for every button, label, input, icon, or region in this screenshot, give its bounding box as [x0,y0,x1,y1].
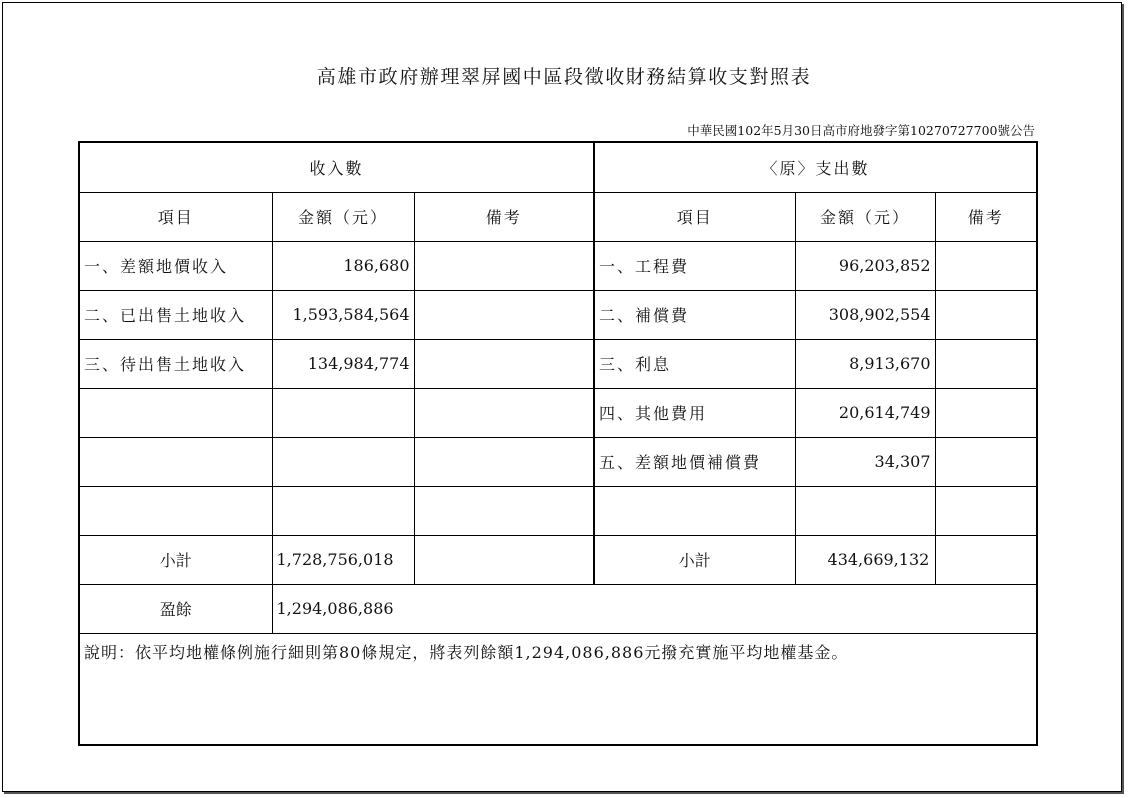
income-remark [414,437,594,486]
expense-amount: 96,203,852 [795,241,935,290]
expense-item: 一、工程費 [594,241,795,290]
expense-amount: 34,307 [795,437,935,486]
expense-remark [935,437,1036,486]
income-heading: 收入數 [80,143,594,192]
income-remark [414,290,594,339]
surplus-label: 盈餘 [80,584,272,633]
income-item: 二、已出售土地收入 [80,290,272,339]
expense-remark [935,290,1036,339]
expense-amount: 20,614,749 [795,388,935,437]
table-row [80,339,1036,388]
income-item [80,437,272,486]
expense-subtotal-remark [935,535,1036,584]
expense-remark [935,486,1036,535]
expense-remark [935,241,1036,290]
expense-amount: 8,913,670 [795,339,935,388]
income-amount: 186,680 [272,241,414,290]
table-row [80,437,1036,486]
expense-amount: 308,902,554 [795,290,935,339]
income-item [80,388,272,437]
income-subtotal-remark [414,535,594,584]
section-header-row [80,143,1036,192]
expense-subtotal-amount: 434,669,132 [795,535,935,584]
table-row [80,290,1036,339]
income-remark [414,241,594,290]
income-col-remark: 備考 [414,192,594,241]
table-row [80,486,1036,535]
income-col-item: 項目 [80,192,272,241]
expense-item: 四、其他費用 [594,388,795,437]
column-header-row [80,192,1036,241]
ledger-table-frame [78,141,1038,746]
income-subtotal-amount: 1,728,756,018 [272,535,414,584]
expense-col-item: 項目 [594,192,795,241]
expense-amount [795,486,935,535]
income-remark [414,388,594,437]
income-amount [272,486,414,535]
announcement-reference: 中華民國102年5月30日高市府地發字第10270727700號公告 [687,123,1035,138]
expense-remark [935,388,1036,437]
income-subtotal-label: 小計 [80,535,272,584]
expense-item: 五、差額地價補償費 [594,437,795,486]
note-row [80,633,1036,733]
income-col-amount: 金額（元） [272,192,414,241]
expense-subtotal-label: 小計 [594,535,795,584]
income-amount [272,437,414,486]
ledger-table [80,143,1036,733]
income-item: 一、差額地價收入 [80,241,272,290]
income-amount [272,388,414,437]
explanatory-note: 說明：依平均地權條例施行細則第80條規定，將表列餘額1,294,086,886元撥充實施平均地權基金。 [80,633,1036,733]
income-amount: 1,593,584,564 [272,290,414,339]
surplus-amount: 1,294,086,886 [272,584,1036,633]
subtotal-row [80,535,1036,584]
income-amount: 134,984,774 [272,339,414,388]
expense-item: 三、利息 [594,339,795,388]
expense-col-remark: 備考 [935,192,1036,241]
income-item: 三、待出售土地收入 [80,339,272,388]
surplus-row [80,584,1036,633]
expense-col-amount: 金額（元） [795,192,935,241]
income-item [80,486,272,535]
expense-item: 二、補償費 [594,290,795,339]
income-remark [414,486,594,535]
table-row [80,388,1036,437]
expense-heading: 〈原〉支出數 [594,143,1036,192]
table-row [80,241,1036,290]
expense-item [594,486,795,535]
expense-remark [935,339,1036,388]
income-remark [414,339,594,388]
document-title: 高雄市政府辦理翠屏國中區段徵收財務結算收支對照表 [316,66,812,88]
